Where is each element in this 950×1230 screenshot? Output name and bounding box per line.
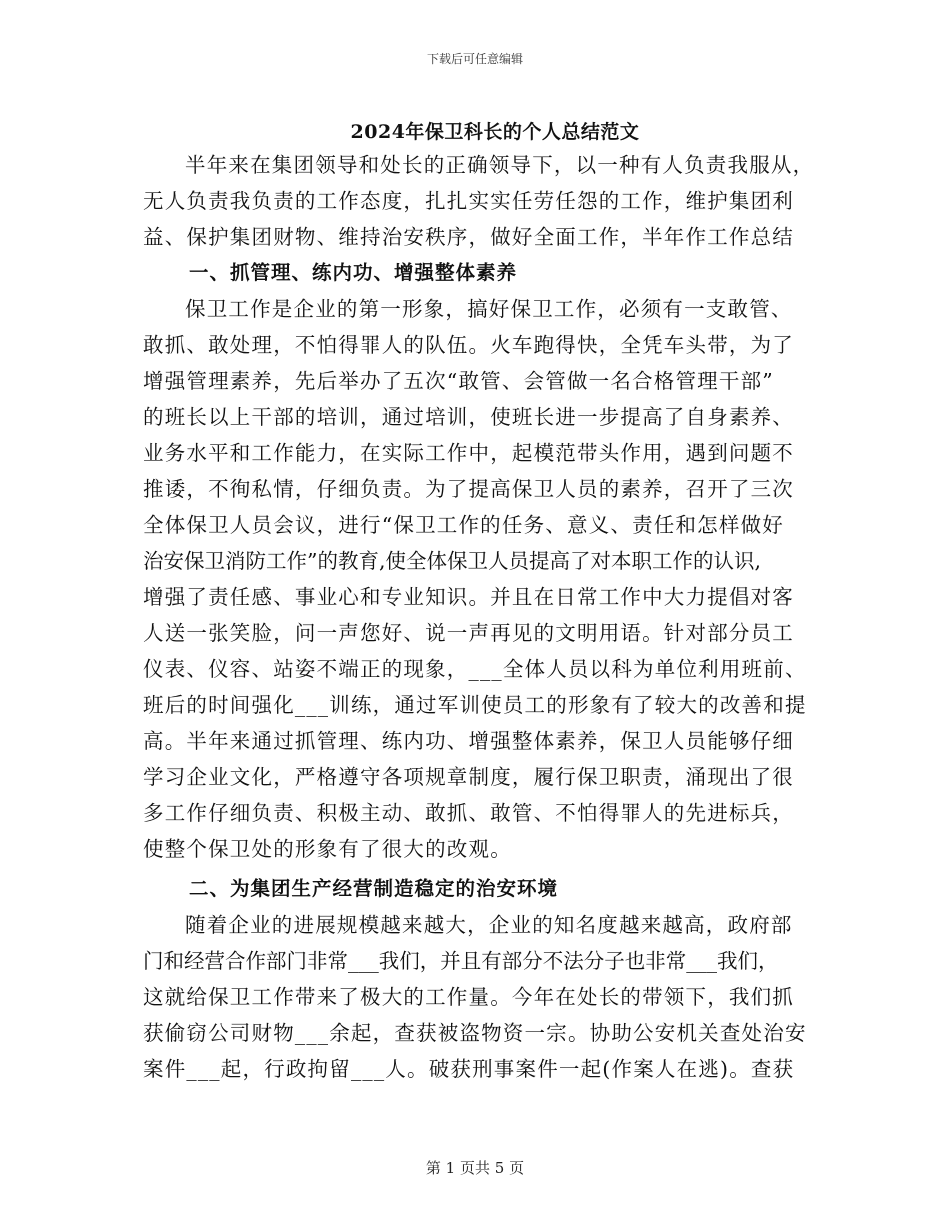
- section-1-line-12: 班后的时间强化___训练，通过军训使员工的形象有了较大的改善和提: [143, 693, 807, 717]
- section-1-line-6: 推诿，不徇私情，仔细负责。为了提高保卫人员的素养，召开了三次: [143, 477, 794, 501]
- section-1-line-3: 增强管理素养，先后举办了五次“敢管、会管做一名合格管理干部”: [143, 369, 774, 393]
- section-1-line-2: 敢抓、敢处理，不怕得罪人的队伍。火车跑得快，全凭车头带，为了: [143, 333, 794, 357]
- section-1-line-16: 使整个保卫处的形象有了很大的改观。: [143, 837, 512, 861]
- document-title: 2024年保卫科长的个人总结范文: [350, 121, 640, 143]
- section-1-line-5: 业务水平和工作能力，在实际工作中，起模范带头作用，遇到问题不: [143, 441, 794, 465]
- intro-line-1: 半年来在集团领导和处长的正确领导下，以一种有人负责我服从，: [185, 153, 815, 177]
- document-body: [143, 147, 823, 1087]
- section-1-heading: 一、抓管理、练内功、增强整体素养: [189, 261, 518, 284]
- section-2-line-2: 门和经营合作部门非常___我们，并且有部分不法分子也非常___我们，: [143, 949, 779, 973]
- intro-line-3: 益、保护集团财物、维持治安秩序，做好全面工作，半年作工作总结: [143, 225, 794, 249]
- section-2-line-5: 案件___起，行政拘留___人。破获刑事案件一起(作案人在逃)。查获: [143, 1057, 795, 1081]
- page-number-footer: 第 1 页共 5 页: [425, 1159, 525, 1177]
- section-1-line-14: 学习企业文化，严格遵守各项规章制度，履行保卫职责，涌现出了很: [143, 765, 794, 789]
- section-1-line-7: 全体保卫人员会议，进行“保卫工作的任务、意义、责任和怎样做好: [143, 513, 784, 537]
- section-1-line-8: 治安保卫消防工作”的教育,使全体保卫人员提高了对本职工作的认识,: [143, 549, 762, 573]
- section-1-line-1: 保卫工作是企业的第一形象，搞好保卫工作，必须有一支敢管、: [185, 297, 793, 321]
- section-1-line-9: 增强了责任感、事业心和专业知识。并且在日常工作中大力提倡对客: [143, 585, 794, 609]
- intro-line-2: 无人负责我负责的工作态度，扎扎实实任劳任怨的工作，维护集团利: [143, 189, 794, 213]
- section-1-line-13: 高。半年来通过抓管理、练内功、增强整体素养，保卫人员能够仔细: [143, 729, 794, 753]
- section-2-line-3: 这就给保卫工作带来了极大的工作量。今年在处长的带领下，我们抓: [143, 985, 794, 1009]
- page-header-note: 下载后可任意编辑: [426, 52, 523, 66]
- section-1-line-11: 仪表、仪容、站姿不端正的现象，___全体人员以科为单位利用班前、: [143, 657, 807, 681]
- section-2-heading: 二、为集团生产经营制造稳定的治安环境: [189, 877, 559, 900]
- section-1-line-15: 多工作仔细负责、积极主动、敢抓、敢管、不怕得罪人的先进标兵，: [143, 801, 794, 825]
- section-2-line-1: 随着企业的进展规模越来越大，企业的知名度越来越高，政府部: [185, 913, 793, 937]
- section-1-line-4: 的班长以上干部的培训，通过培训，使班长进一步提高了自身素养、: [143, 405, 794, 429]
- section-1-line-10: 人送一张笑脸，问一声您好、说一声再见的文明用语。针对部分员工: [143, 621, 794, 645]
- section-2-line-4: 获偷窃公司财物___余起，查获被盗物资一宗。协助公安机关查处治安: [143, 1021, 807, 1045]
